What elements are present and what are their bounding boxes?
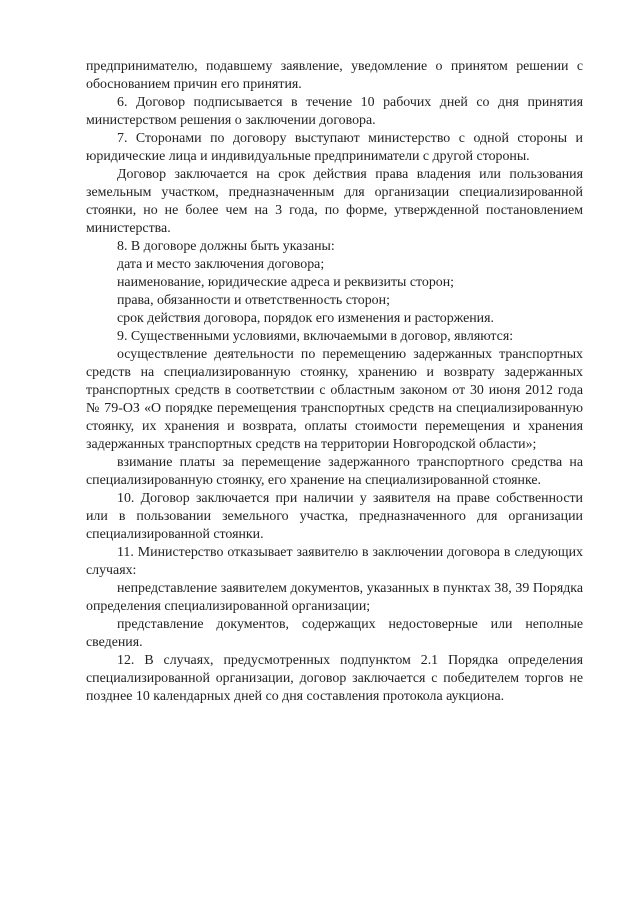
paragraph: представление документов, содержащих недостоверные или неполные сведения. <box>86 617 583 650</box>
paragraph: непредставление заявителем документов, указанных в пунктах 38, 39 Порядка определения специализированной организации; <box>86 581 583 614</box>
paragraph: 12. В случаях, предусмотренных подпунктом 2.1 Порядка определения специализированной организации, договор заключается с победителем торгов не позднее 10 календарных дней со дня составления протокола аукциона. <box>86 653 583 704</box>
paragraph: взимание платы за перемещение задержанного транспортного средства на специализированную стоянку, его хранение на специализированной стоянке. <box>86 455 583 488</box>
paragraph: наименование, юридические адреса и реквизиты сторон; <box>117 275 455 290</box>
paragraph: срок действия договора, порядок его изменения и расторжения. <box>117 311 494 326</box>
paragraph: предпринимателю, подавшему заявление, уведомление о принятом решении с обоснованием причин его принятия. <box>86 59 583 92</box>
paragraph: 11. Министерство отказывает заявителю в заключении договора в следующих случаях: <box>86 545 583 578</box>
paragraph: дата и место заключения договора; <box>117 257 325 272</box>
paragraph: 9. Существенными условиями, включаемыми в договор, являются: <box>117 329 514 344</box>
paragraph: 8. В договоре должны быть указаны: <box>117 239 335 254</box>
paragraph: осуществление деятельности по перемещению задержанных транспортных средств на специализированную стоянку, хранению и возврату задержанных транспортных средств в соответствии с областным законом от 30 июня 2012 года № 79-ОЗ «О порядке перемещения транспортных средств на специализированную стоянку, их хранения и возврата, оплаты стоимости перемещения и хранения задержанных транспортных средств на территории Новгородской области»; <box>86 347 583 452</box>
document-body <box>86 58 583 706</box>
paragraph: права, обязанности и ответственность сторон; <box>117 293 390 308</box>
paragraph: Договор заключается на срок действия права владения или пользования земельным участком, предназначенным для организации специализированной стоянки, но не более чем на 3 года, по форме, утвержденной постановлением министерства. <box>86 167 583 236</box>
paragraph: 6. Договор подписывается в течение 10 рабочих дней со дня принятия министерством решения о заключении договора. <box>86 95 583 128</box>
paragraph: 7. Сторонами по договору выступают министерство с одной стороны и юридические лица и индивидуальные предприниматели с другой стороны. <box>86 131 583 164</box>
paragraph: 10. Договор заключается при наличии у заявителя на праве собственности или в пользовании земельного участка, предназначенного для организации специализированной стоянки. <box>86 491 583 542</box>
